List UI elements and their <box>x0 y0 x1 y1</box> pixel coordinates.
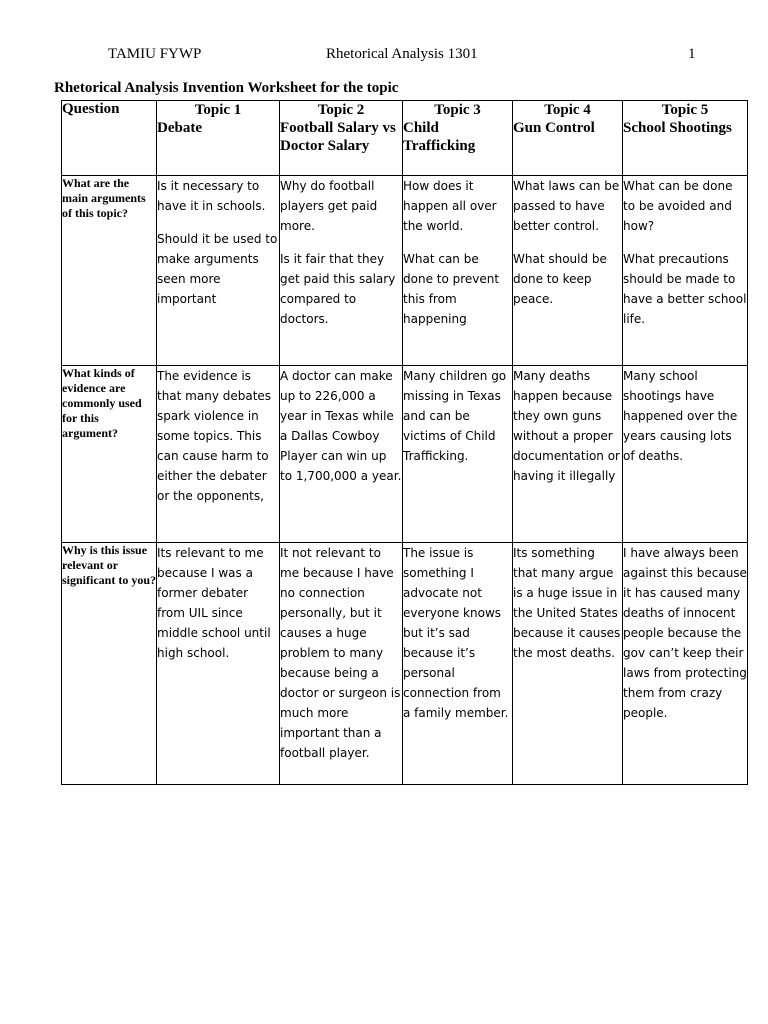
question-cell: What are the main arguments of this topic? <box>62 176 157 366</box>
answer-cell <box>513 366 623 543</box>
topic-number: Topic 5 <box>661 102 709 118</box>
topic-name: Football Salary vs Doctor Salary <box>280 120 396 154</box>
answer-paragraph: Many children go missing in Texas and can be victims of Child Trafficking. <box>403 369 507 463</box>
answer-paragraph: I have always been against this because it has caused many deaths of innocent people because the gov can’t keep their laws from protecting them from crazy people. <box>623 546 747 720</box>
answer-paragraph: Many school shootings have happened over the years causing lots of deaths. <box>623 369 738 463</box>
topic-5-header <box>623 101 748 176</box>
answer-cell <box>280 366 403 543</box>
answer-paragraph: A doctor can make up to 226,000 a year in Texas while a Dallas Cowboy Player can win up to 1,700,000 a year. <box>280 369 402 483</box>
question-cell: What kinds of evidence are commonly used for this argument? <box>62 366 157 543</box>
topic-number: Topic 3 <box>434 102 481 118</box>
answer-paragraph: It not relevant to me because I have no connection personally, but it causes a huge problem to many because being a doctor or surgeon is much more important than a football player. <box>280 546 401 760</box>
answer-paragraph: Is it fair that they get paid this salary compared to doctors. <box>280 252 396 326</box>
topic-number: Topic 4 <box>544 102 591 118</box>
answer-paragraph: Should it be used to make arguments seen more important <box>157 232 278 306</box>
answer-paragraph: The evidence is that many debates spark violence in some topics. This can cause harm to either the debater or the opponents, <box>157 369 272 503</box>
topic-number: Topic 1 <box>194 102 242 118</box>
course-label: TAMIU FYWP <box>108 46 202 62</box>
answer-cell <box>403 366 513 543</box>
answer-paragraph: Its something that many argue is a huge issue in the United States because it causes the most deaths. <box>513 546 621 660</box>
topic-3-header <box>403 101 513 176</box>
topic-name: Child Trafficking <box>403 120 476 154</box>
assignment-label: Rhetorical Analysis 1301 <box>326 46 478 62</box>
answer-cell <box>157 366 280 543</box>
answer-cell <box>157 176 280 366</box>
topic-2-header <box>280 101 403 176</box>
page-header <box>0 46 768 68</box>
answer-cell <box>623 176 748 366</box>
page-number: 1 <box>688 46 696 62</box>
topic-name: Gun Control <box>513 120 595 136</box>
question-column-header: Question <box>62 101 157 176</box>
table-row <box>62 176 748 366</box>
answer-cell <box>623 366 748 543</box>
topic-number: Topic 2 <box>317 102 365 118</box>
answer-paragraph: What can be done to prevent this from happening <box>403 252 500 326</box>
worksheet-title: Rhetorical Analysis Invention Worksheet for the topic <box>54 80 399 96</box>
answer-paragraph: Many deaths happen because they own guns without a proper documentation or having it illegally <box>513 369 620 483</box>
answer-cell <box>157 543 280 785</box>
answer-paragraph: How does it happen all over the world. <box>403 179 497 233</box>
topic-name: Debate <box>157 120 202 136</box>
answer-paragraph: What precautions should be made to have a better school life. <box>623 252 747 326</box>
topic-1-header <box>157 101 280 176</box>
topic-4-header <box>513 101 623 176</box>
header-row <box>62 101 748 176</box>
answer-cell <box>403 543 513 785</box>
answer-cell <box>513 543 623 785</box>
answer-paragraph: Is it necessary to have it in schools. <box>157 179 266 213</box>
question-cell: Why is this issue relevant or significant to you? <box>62 543 157 785</box>
answer-paragraph: Its relevant to me because I was a former debater from UIL since middle school until high school. <box>157 546 271 660</box>
table-row <box>62 366 748 543</box>
answer-paragraph: What should be done to keep peace. <box>513 252 607 306</box>
answer-cell <box>280 543 403 785</box>
answer-cell <box>403 176 513 366</box>
answer-cell <box>513 176 623 366</box>
answer-paragraph: Why do football players get paid more. <box>280 179 378 233</box>
answer-cell <box>623 543 748 785</box>
answer-paragraph: What laws can be passed to have better control. <box>513 179 620 233</box>
answer-cell <box>280 176 403 366</box>
invention-worksheet-table <box>61 100 748 785</box>
table-row <box>62 543 748 785</box>
answer-paragraph: The issue is something I advocate not everyone knows but it’s sad because it’s personal connection from a family member. <box>403 546 509 720</box>
answer-paragraph: What can be done to be avoided and how? <box>623 179 733 233</box>
topic-name: School Shootings <box>623 120 732 136</box>
